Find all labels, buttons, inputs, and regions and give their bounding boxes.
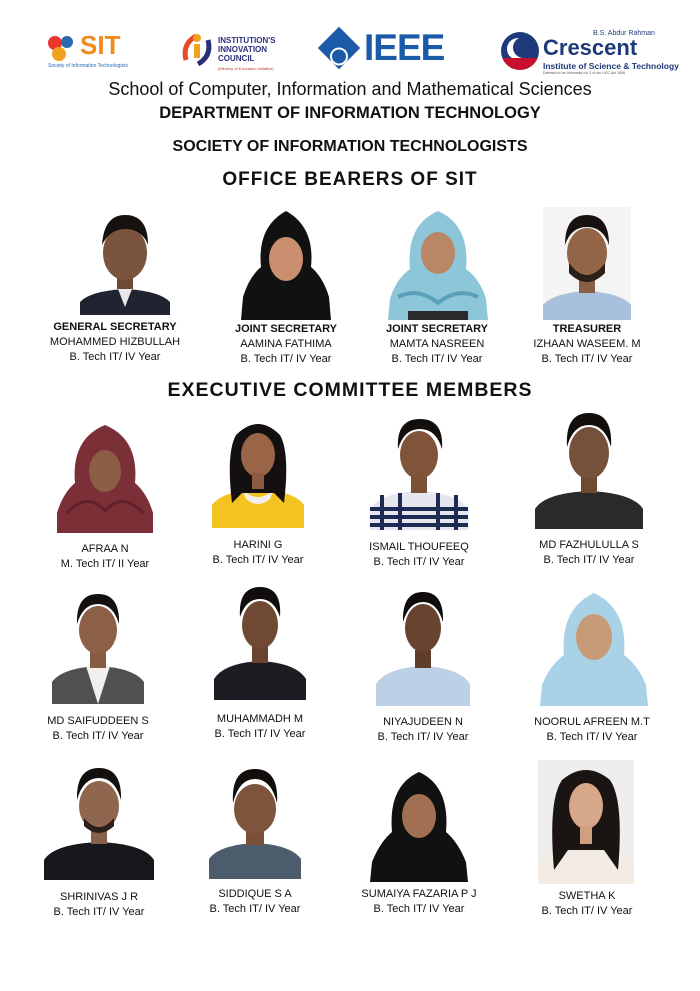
crescent-logo-sub: Institute of Science & Technology [543, 61, 679, 71]
bearer-year: B. Tech IT/ IV Year [69, 351, 161, 363]
sit-logo-text: SIT [80, 30, 121, 60]
crescent-logo-name: Crescent [543, 35, 638, 60]
member-year: B. Tech IT/ IV Year [214, 728, 306, 740]
ieee-diamond-icon [318, 27, 360, 69]
crescent-logo-tiny: Deemed to be University u/s 3 of the UGC Act 1956 [543, 71, 626, 75]
executive-committee-heading: EXECUTIVE COMMITTEE MEMBERS [167, 379, 533, 401]
bearer-year: B. Tech IT/ IV Year [391, 353, 483, 365]
society-title: SOCIETY OF INFORMATION TECHNOLOGISTS [172, 138, 528, 155]
crescent-logo [499, 28, 679, 76]
member-name: NIYAJUDEEN N [383, 716, 463, 728]
office-bearers-heading: OFFICE BEARERS OF SIT [222, 169, 478, 190]
bearer-role: JOINT SECRETARY [234, 323, 338, 335]
bearer-name: MOHAMMED HIZBULLAH [49, 336, 181, 348]
portrait-photo [370, 413, 468, 530]
school-title: School of Computer, Information and Mathematical Sciences [108, 79, 592, 99]
crescent-logo-top: B.S. Abdur Rahman [593, 30, 655, 37]
portrait-photo [370, 768, 468, 882]
member-name: MUHAMMADH M [216, 713, 304, 725]
member-year: B. Tech IT/ IV Year [377, 731, 469, 743]
iic-logo-text: INSTITUTION'S INNOVATION COUNCIL [218, 36, 276, 63]
bearer-year: B. Tech IT/ IV Year [240, 353, 332, 365]
member-name: AFRAA N [81, 543, 129, 555]
member-name: MD FAZHULULLA S [539, 539, 639, 551]
member-name: NOORUL AFREEN M.T [534, 716, 650, 728]
sit-logo-tagline: Society of Information Technologists [48, 63, 128, 69]
member-name: HARINI G [233, 539, 283, 551]
iic-logo [180, 28, 290, 76]
member-name: MD SAIFUDDEEN S [47, 715, 149, 727]
iic-logo-icon [180, 30, 214, 70]
member-year: B. Tech IT/ IV Year [53, 906, 145, 918]
portrait-photo [388, 207, 488, 320]
portrait-photo [212, 413, 304, 528]
portrait-photo [209, 765, 301, 879]
portrait-photo [376, 588, 470, 706]
portrait-photo [540, 589, 648, 706]
iic-logo-tagline: (Ministry of Education Initiative) [218, 66, 274, 71]
portrait-photo [44, 764, 154, 880]
member-year: B. Tech IT/ IV Year [546, 731, 638, 743]
bearer-name: MAMTA NASREEN [389, 338, 485, 350]
member-year: M. Tech IT/ II Year [60, 558, 150, 570]
member-name: SUMAIYA FAZARIA P J [361, 888, 477, 900]
portrait-photo [52, 588, 144, 704]
member-name: SIDDIQUE S A [218, 888, 292, 900]
bearer-year: B. Tech IT/ IV Year [541, 353, 633, 365]
portrait-photo [80, 207, 170, 315]
bearer-name: AAMINA FATHIMA [240, 338, 332, 350]
member-year: B. Tech IT/ IV Year [373, 556, 465, 568]
bearer-role: TREASURER [552, 323, 622, 335]
member-year: B. Tech IT/ IV Year [543, 554, 635, 566]
member-year: B. Tech IT/ IV Year [209, 903, 301, 915]
ieee-logo [320, 28, 465, 76]
bearer-role: GENERAL SECRETARY [53, 321, 177, 333]
department-title: DEPARTMENT OF INFORMATION TECHNOLOGY [159, 104, 541, 122]
portrait-photo [57, 421, 153, 533]
member-year: B. Tech IT/ IV Year [52, 730, 144, 742]
logo-bar [0, 28, 700, 78]
member-name: SHRINIVAS J R [59, 891, 139, 903]
ieee-logo-text: IEEE [364, 27, 445, 68]
crescent-moon-icon [501, 32, 539, 70]
member-year: B. Tech IT/ IV Year [373, 903, 465, 915]
portrait-photo [241, 207, 331, 320]
sit-logo-icon [46, 34, 78, 62]
bearer-role: JOINT SECRETARY [385, 323, 489, 335]
portrait-photo [538, 760, 634, 884]
member-year: B. Tech IT/ IV Year [212, 554, 304, 566]
bearer-name: IZHAAN WASEEM. M [533, 338, 641, 350]
portrait-photo [535, 407, 643, 529]
portrait-photo [214, 585, 306, 700]
portrait-photo [543, 207, 631, 320]
member-year: B. Tech IT/ IV Year [541, 905, 633, 917]
sit-logo [46, 28, 146, 76]
member-name: SWETHA K [558, 890, 616, 902]
member-name: ISMAIL THOUFEEQ [369, 541, 469, 553]
